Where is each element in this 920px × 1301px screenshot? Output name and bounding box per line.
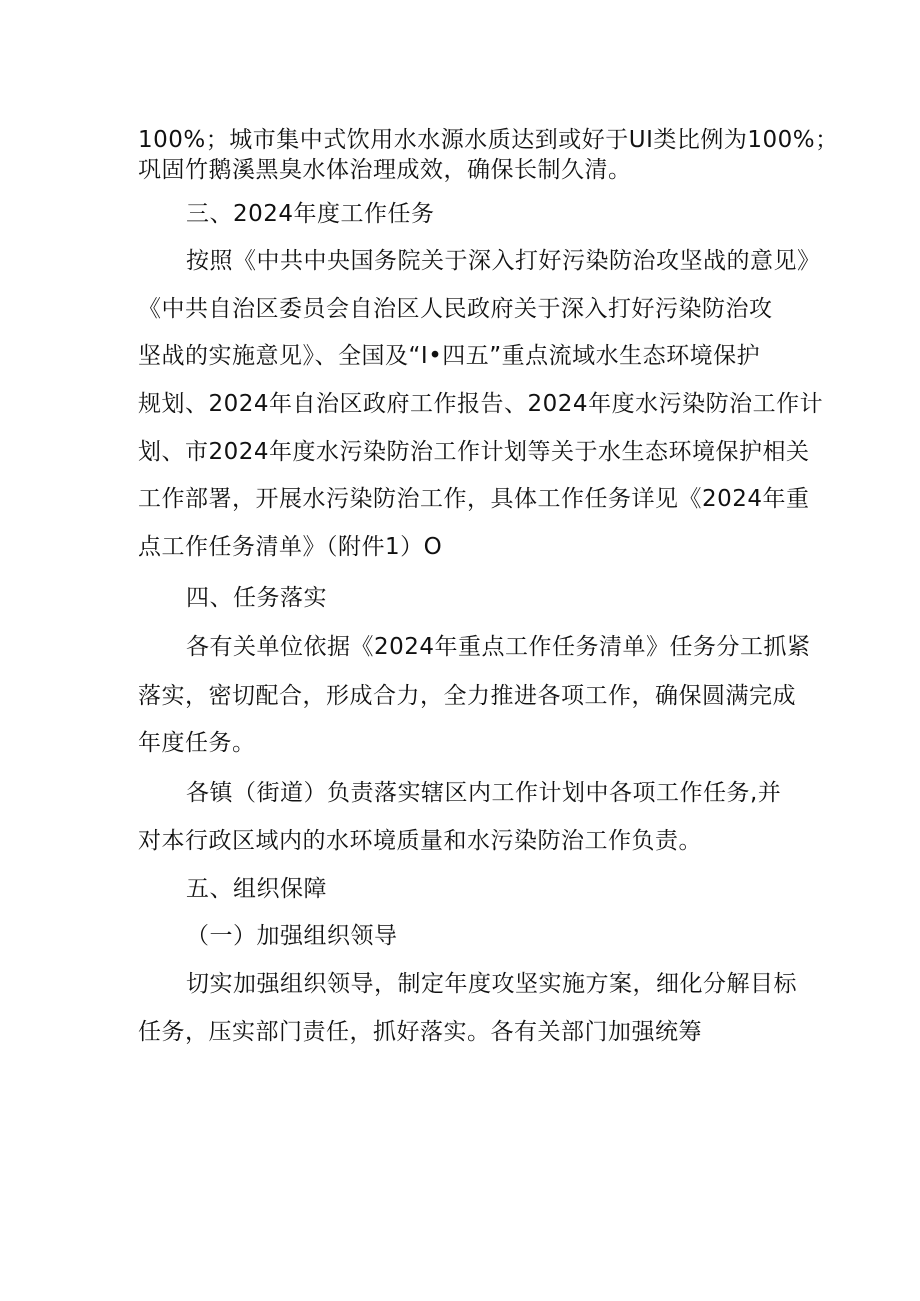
section-heading-5: 五、组织保障: [186, 876, 327, 902]
body-text-line: 100%；城市集中式饮用水水源水质达到或好于UI类比例为100%；: [138, 127, 839, 153]
section-heading-4: 四、任务落实: [186, 585, 327, 611]
body-text-line: 各镇（街道）负责落实辖区内工作计划中各项工作任务,并: [186, 780, 782, 806]
body-text-line: 坚战的实施意见》、全国及“I•四五”重点流域水生态环境保护: [138, 343, 761, 369]
body-text-line: 落实，密切配合，形成合力，全力推进各项工作，确保圆满完成: [138, 683, 796, 709]
body-text-line: 切实加强组织领导，制定年度攻坚实施方案，细化分解目标: [186, 971, 797, 997]
body-text-line: 巩固竹鹅溪黑臭水体治理成效，确保长制久清。: [138, 157, 632, 183]
body-text-line: 任务，压实部门责任，抓好落实。各有关部门加强统筹: [138, 1019, 702, 1045]
body-text-line: 对本行政区域内的水环境质量和水污染防治工作负责。: [138, 828, 702, 854]
body-text-line: 各有关单位依据《2024年重点工作任务清单》任务分工抓紧: [186, 634, 811, 660]
body-text-line: 《中共自治区委员会自治区人民政府关于深入打好污染防治攻: [138, 296, 773, 322]
section-heading-3: 三、2024年度工作任务: [186, 201, 435, 227]
body-text-line: 年度任务。: [138, 730, 256, 756]
body-text-line: 划、市2024年度水污染防治工作计划等关于水生态环境保护相关: [138, 439, 810, 465]
subsection-heading-1: （一）加强组织领导: [186, 923, 398, 949]
body-text-line: 点工作任务清单》（附件1）O: [138, 534, 443, 560]
body-text-line: 工作部署，开展水污染防治工作，具体工作任务详见《2024年重: [138, 486, 810, 512]
body-text-line: 按照《中共中央国务院关于深入打好污染防治攻坚战的意见》: [186, 248, 821, 274]
body-text-line: 规划、2024年自治区政府工作报告、2024年度水污染防治工作计: [138, 391, 824, 417]
